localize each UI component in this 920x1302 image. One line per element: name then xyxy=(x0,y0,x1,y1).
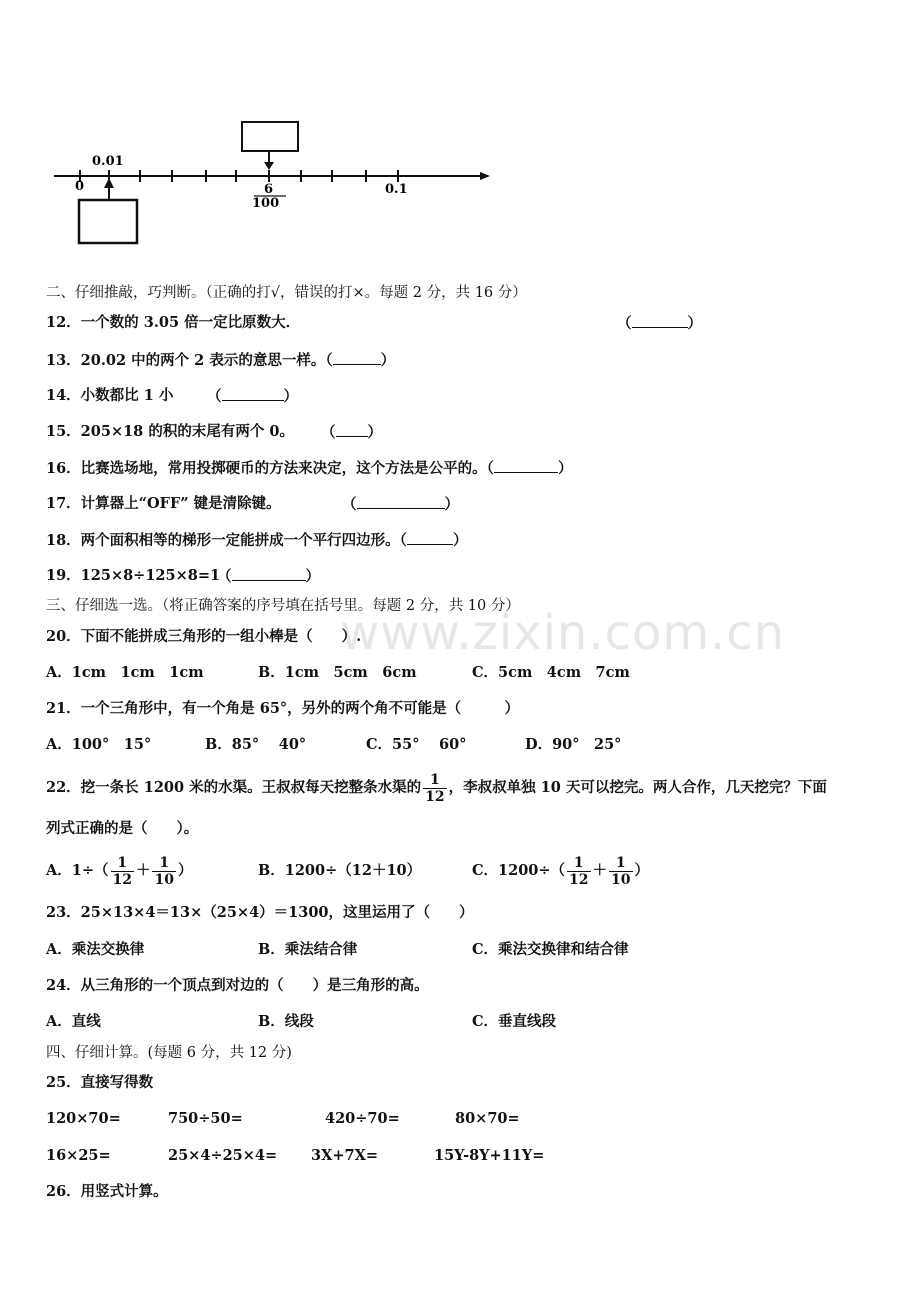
option-23-b[interactable]: B．乘法结合律 xyxy=(258,941,358,958)
option-23-c[interactable]: C．乘法交换律和结合律 xyxy=(472,941,629,958)
question-19: 19．125×8÷125×8=1 xyxy=(46,567,221,584)
answer-blank-16[interactable] xyxy=(494,458,558,473)
option-21-d[interactable]: D．90° 25° xyxy=(525,736,622,753)
calc-item: 16×25= xyxy=(46,1147,111,1164)
question-22: 22．挖一条长 1200 米的水渠。王叔叔每天挖整条水渠的 $\frac{1}{12}$ ，李叔叔单独 10 天可以挖完。两人合作，几天挖完？下面 xyxy=(46,771,827,805)
question-18: 18．两个面积相等的梯形一定能拼成一个平行四边形。（ ） xyxy=(46,532,468,549)
question-22-line2: 列式正确的是（ ）。 xyxy=(46,820,199,837)
answer-blank-13[interactable] xyxy=(333,350,381,365)
calc-item: 3X+7X= xyxy=(311,1147,378,1164)
question-20: 20．下面不能拼成三角形的一组小棒是（ ）. xyxy=(46,628,362,645)
answer-paren-12[interactable]: （ ） xyxy=(617,315,702,332)
question-17: 17．计算器上“OFF” 键是清除键。 xyxy=(46,495,281,512)
option-20-a[interactable]: A．1cm 1cm 1cm xyxy=(46,664,204,681)
option-24-a[interactable]: A．直线 xyxy=(46,1013,101,1030)
option-20-c[interactable]: C．5cm 4cm 7cm xyxy=(472,664,630,681)
option-21-c[interactable]: C．55° 60° xyxy=(366,736,467,753)
option-21-b[interactable]: B．85° 40° xyxy=(205,736,307,753)
section3-heading: 三、仔细选一选。（将正确答案的序号填在括号里。每题 2 分，共 10 分） xyxy=(46,598,520,614)
label-0-01: 0.01 xyxy=(92,154,124,169)
question-12: 12．一个数的 3.05 倍一定比原数大． xyxy=(46,314,301,331)
option-23-a[interactable]: A．乘法交换律 xyxy=(46,941,145,958)
option-22-a[interactable]: A．1÷（ $\frac{1}{12}$ ＋ $\frac{1}{10}$ ） xyxy=(46,854,193,888)
answer-paren-19[interactable]: （ ） xyxy=(217,568,320,585)
question-26: 26．用竖式计算。 xyxy=(46,1183,168,1200)
label-0-1: 0.1 xyxy=(385,182,408,197)
option-22-b[interactable]: B．1200÷（12＋10） xyxy=(258,862,422,879)
question-25: 25．直接写得数 xyxy=(46,1074,154,1091)
answer-paren-15[interactable]: （ ） xyxy=(321,424,382,441)
label-frac-num: 6 xyxy=(264,182,274,197)
answer-paren-17[interactable]: （ ） xyxy=(342,496,459,513)
answer-box-top[interactable] xyxy=(242,122,298,151)
fraction-1-12: $\frac{1}{12}$ xyxy=(425,771,445,805)
watermark: www.zixin.com.cn xyxy=(340,605,786,661)
question-14: 14．小数都比 1 小 xyxy=(46,387,174,404)
option-21-a[interactable]: A．100° 15° xyxy=(46,736,152,753)
label-zero: 0 xyxy=(75,179,85,194)
question-23: 23．25×13×4＝13×（25×4）＝1300，这里运用了（ ） xyxy=(46,904,474,921)
option-24-b[interactable]: B．线段 xyxy=(258,1013,314,1030)
answer-box-bottom[interactable] xyxy=(79,200,137,243)
question-15: 15．205×18 的积的末尾有两个 0。 xyxy=(46,423,294,440)
calc-item: 750÷50= xyxy=(168,1110,243,1127)
option-20-b[interactable]: B．1cm 5cm 6cm xyxy=(258,664,417,681)
question-21: 21．一个三角形中，有一个角是 65°，另外的两个角不可能是（ ） xyxy=(46,700,520,717)
answer-blank-18[interactable] xyxy=(407,530,453,545)
option-22-c[interactable]: C．1200÷（ $\frac{1}{12}$ ＋ $\frac{1}{10}$ ） xyxy=(472,854,650,888)
number-line-figure xyxy=(0,0,920,260)
question-13: 13．20.02 中的两个 2 表示的意思一样。（ ） xyxy=(46,352,396,369)
calc-item: 15Y-8Y+11Y= xyxy=(434,1147,545,1164)
section4-heading: 四、仔细计算。(每题 6 分，共 12 分) xyxy=(46,1045,292,1061)
calc-item: 420÷70= xyxy=(325,1110,400,1127)
section2-heading: 二、仔细推敲，巧判断。（正确的打√，错误的打×。每题 2 分，共 16 分） xyxy=(46,285,527,301)
calc-item: 25×4÷25×4= xyxy=(168,1147,278,1164)
calc-item: 120×70= xyxy=(46,1110,121,1127)
label-frac-den: 100 xyxy=(252,196,280,211)
question-24: 24．从三角形的一个顶点到对边的（ ）是三角形的高。 xyxy=(46,977,429,994)
calc-item: 80×70= xyxy=(455,1110,520,1127)
answer-paren-14[interactable]: （ ） xyxy=(207,388,298,405)
option-24-c[interactable]: C．垂直线段 xyxy=(472,1013,557,1030)
question-16: 16．比赛选场地，常用投掷硬币的方法来决定，这个方法是公平的。（ ） xyxy=(46,460,573,477)
